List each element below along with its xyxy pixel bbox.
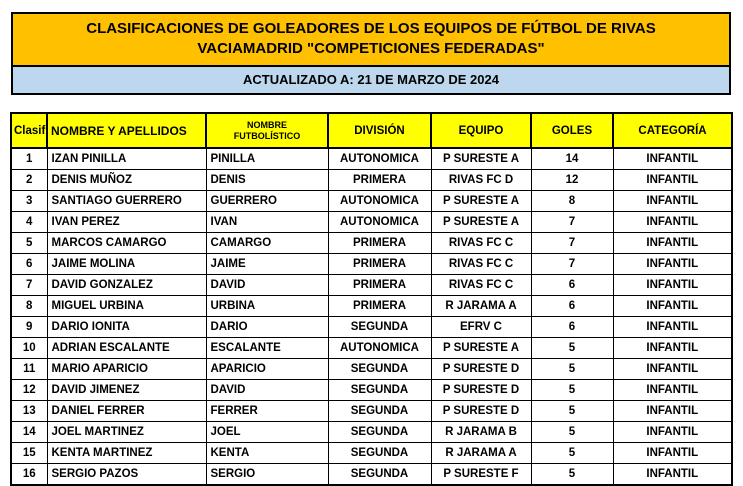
page-title: CLASIFICACIONES DE GOLEADORES DE LOS EQUIPOS DE FÚTBOL DE RIVAS VACIAMADRID "COMPETICIONES FEDERADAS" bbox=[13, 14, 729, 67]
cell-football-name: KENTA bbox=[206, 443, 328, 464]
cell-category: INFANTIL bbox=[613, 359, 732, 380]
cell-full-name: MIGUEL URBINA bbox=[47, 296, 206, 317]
cell-goals: 5 bbox=[531, 422, 613, 443]
cell-category: INFANTIL bbox=[613, 212, 732, 233]
table-row bbox=[11, 212, 732, 233]
cell-full-name: SANTIAGO GUERRERO bbox=[47, 191, 206, 212]
cell-category: INFANTIL bbox=[613, 443, 732, 464]
cell-rank: 4 bbox=[11, 212, 47, 233]
cell-team: P SURESTE D bbox=[431, 380, 531, 401]
scorers-table bbox=[10, 112, 733, 486]
cell-division: PRIMERA bbox=[328, 170, 431, 191]
cell-full-name: IVAN PEREZ bbox=[47, 212, 206, 233]
table-row bbox=[11, 338, 732, 359]
table-row bbox=[11, 254, 732, 275]
cell-goals: 5 bbox=[531, 443, 613, 464]
cell-division: SEGUNDA bbox=[328, 359, 431, 380]
cell-category: INFANTIL bbox=[613, 170, 732, 191]
cell-football-name: GUERRERO bbox=[206, 191, 328, 212]
cell-rank: 6 bbox=[11, 254, 47, 275]
cell-football-name: DARIO bbox=[206, 317, 328, 338]
cell-division: PRIMERA bbox=[328, 296, 431, 317]
cell-rank: 11 bbox=[11, 359, 47, 380]
cell-goals: 6 bbox=[531, 317, 613, 338]
cell-team: RIVAS FC C bbox=[431, 254, 531, 275]
cell-goals: 5 bbox=[531, 401, 613, 422]
cell-football-name: URBINA bbox=[206, 296, 328, 317]
cell-football-name: DAVID bbox=[206, 380, 328, 401]
cell-category: INFANTIL bbox=[613, 296, 732, 317]
cell-team: R JARAMA B bbox=[431, 422, 531, 443]
cell-football-name: APARICIO bbox=[206, 359, 328, 380]
cell-goals: 14 bbox=[531, 148, 613, 170]
cell-rank: 12 bbox=[11, 380, 47, 401]
cell-goals: 12 bbox=[531, 170, 613, 191]
cell-goals: 7 bbox=[531, 233, 613, 254]
cell-division: AUTONOMICA bbox=[328, 148, 431, 170]
cell-category: INFANTIL bbox=[613, 380, 732, 401]
cell-football-name: DENIS bbox=[206, 170, 328, 191]
col-header-goals: GOLES bbox=[531, 113, 613, 148]
cell-goals: 7 bbox=[531, 212, 613, 233]
cell-division: AUTONOMICA bbox=[328, 191, 431, 212]
table-row bbox=[11, 233, 732, 254]
col-header-category: CATEGORÍA bbox=[613, 113, 732, 148]
cell-team: RIVAS FC C bbox=[431, 233, 531, 254]
table-row bbox=[11, 317, 732, 338]
cell-football-name: DAVID bbox=[206, 275, 328, 296]
table-row bbox=[11, 170, 732, 191]
cell-division: AUTONOMICA bbox=[328, 212, 431, 233]
cell-full-name: IZAN PINILLA bbox=[47, 148, 206, 170]
cell-rank: 15 bbox=[11, 443, 47, 464]
cell-full-name: DAVID JIMENEZ bbox=[47, 380, 206, 401]
cell-category: INFANTIL bbox=[613, 191, 732, 212]
cell-rank: 1 bbox=[11, 148, 47, 170]
cell-full-name: KENTA MARTINEZ bbox=[47, 443, 206, 464]
cell-rank: 16 bbox=[11, 464, 47, 486]
table-row bbox=[11, 359, 732, 380]
table-row bbox=[11, 443, 732, 464]
cell-team: P SURESTE A bbox=[431, 338, 531, 359]
cell-full-name: JOEL MARTINEZ bbox=[47, 422, 206, 443]
cell-category: INFANTIL bbox=[613, 148, 732, 170]
col-header-division: DIVISIÓN bbox=[328, 113, 431, 148]
table-row bbox=[11, 380, 732, 401]
cell-team: P SURESTE A bbox=[431, 212, 531, 233]
cell-football-name: ESCALANTE bbox=[206, 338, 328, 359]
table-header-row bbox=[11, 113, 732, 148]
cell-football-name: PINILLA bbox=[206, 148, 328, 170]
cell-division: SEGUNDA bbox=[328, 401, 431, 422]
cell-full-name: MARCOS CAMARGO bbox=[47, 233, 206, 254]
cell-goals: 8 bbox=[531, 191, 613, 212]
cell-rank: 7 bbox=[11, 275, 47, 296]
cell-rank: 10 bbox=[11, 338, 47, 359]
page bbox=[0, 12, 743, 486]
cell-team: R JARAMA A bbox=[431, 443, 531, 464]
cell-football-name: JAIME bbox=[206, 254, 328, 275]
cell-category: INFANTIL bbox=[613, 464, 732, 486]
cell-goals: 6 bbox=[531, 275, 613, 296]
col-header-football-name: NOMBRE FUTBOLÍSTICO bbox=[206, 113, 328, 148]
cell-division: SEGUNDA bbox=[328, 422, 431, 443]
cell-full-name: SERGIO PAZOS bbox=[47, 464, 206, 486]
cell-category: INFANTIL bbox=[613, 233, 732, 254]
cell-full-name: ADRIAN ESCALANTE bbox=[47, 338, 206, 359]
table-row bbox=[11, 296, 732, 317]
cell-division: AUTONOMICA bbox=[328, 338, 431, 359]
cell-team: EFRV C bbox=[431, 317, 531, 338]
cell-team: P SURESTE A bbox=[431, 148, 531, 170]
cell-rank: 13 bbox=[11, 401, 47, 422]
cell-team: P SURESTE A bbox=[431, 191, 531, 212]
cell-full-name: DANIEL FERRER bbox=[47, 401, 206, 422]
cell-football-name: FERRER bbox=[206, 401, 328, 422]
cell-category: INFANTIL bbox=[613, 338, 732, 359]
cell-rank: 3 bbox=[11, 191, 47, 212]
cell-category: INFANTIL bbox=[613, 275, 732, 296]
table-row bbox=[11, 275, 732, 296]
cell-rank: 5 bbox=[11, 233, 47, 254]
header-banner bbox=[11, 12, 731, 95]
updated-banner: ACTUALIZADO A: 21 DE MARZO DE 2024 bbox=[13, 67, 729, 93]
cell-goals: 5 bbox=[531, 359, 613, 380]
cell-division: PRIMERA bbox=[328, 254, 431, 275]
cell-team: P SURESTE F bbox=[431, 464, 531, 486]
col-header-rank: Clasif bbox=[11, 113, 47, 148]
cell-football-name: SERGIO bbox=[206, 464, 328, 486]
cell-full-name: DARIO IONITA bbox=[47, 317, 206, 338]
cell-division: SEGUNDA bbox=[328, 443, 431, 464]
cell-division: SEGUNDA bbox=[328, 464, 431, 486]
cell-division: SEGUNDA bbox=[328, 380, 431, 401]
cell-goals: 7 bbox=[531, 254, 613, 275]
cell-division: SEGUNDA bbox=[328, 317, 431, 338]
cell-team: RIVAS FC D bbox=[431, 170, 531, 191]
cell-goals: 5 bbox=[531, 380, 613, 401]
cell-goals: 5 bbox=[531, 464, 613, 486]
cell-full-name: DENIS MUÑOZ bbox=[47, 170, 206, 191]
cell-rank: 8 bbox=[11, 296, 47, 317]
cell-team: P SURESTE D bbox=[431, 359, 531, 380]
cell-rank: 2 bbox=[11, 170, 47, 191]
cell-category: INFANTIL bbox=[613, 317, 732, 338]
col-header-full-name: NOMBRE Y APELLIDOS bbox=[47, 113, 206, 148]
table-row bbox=[11, 422, 732, 443]
col-header-team: EQUIPO bbox=[431, 113, 531, 148]
cell-rank: 9 bbox=[11, 317, 47, 338]
table-row bbox=[11, 191, 732, 212]
cell-football-name: CAMARGO bbox=[206, 233, 328, 254]
cell-category: INFANTIL bbox=[613, 422, 732, 443]
cell-full-name: JAIME MOLINA bbox=[47, 254, 206, 275]
cell-goals: 6 bbox=[531, 296, 613, 317]
cell-football-name: JOEL bbox=[206, 422, 328, 443]
cell-division: PRIMERA bbox=[328, 233, 431, 254]
cell-full-name: DAVID GONZALEZ bbox=[47, 275, 206, 296]
table-body bbox=[11, 148, 732, 485]
cell-category: INFANTIL bbox=[613, 254, 732, 275]
cell-team: P SURESTE D bbox=[431, 401, 531, 422]
cell-division: PRIMERA bbox=[328, 275, 431, 296]
cell-goals: 5 bbox=[531, 338, 613, 359]
cell-category: INFANTIL bbox=[613, 401, 732, 422]
table-row bbox=[11, 464, 732, 486]
cell-football-name: IVAN bbox=[206, 212, 328, 233]
cell-rank: 14 bbox=[11, 422, 47, 443]
table-row bbox=[11, 148, 732, 170]
cell-full-name: MARIO APARICIO bbox=[47, 359, 206, 380]
cell-team: RIVAS FC C bbox=[431, 275, 531, 296]
cell-team: R JARAMA A bbox=[431, 296, 531, 317]
table-row bbox=[11, 401, 732, 422]
